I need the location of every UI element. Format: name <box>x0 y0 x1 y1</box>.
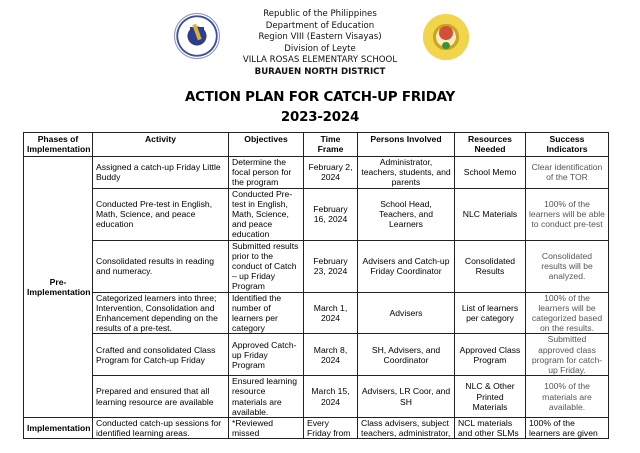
activity-cell: Consolidated results in reading and numeracy. <box>93 240 229 292</box>
resources-cell: Consolidated Results <box>455 240 526 292</box>
table-row <box>24 188 609 240</box>
objective-cell: Identified the number of learners per category <box>229 292 304 334</box>
objective-cell: *Reviewed missed <box>229 418 304 439</box>
table-row <box>24 334 609 376</box>
action-plan-table <box>23 132 609 439</box>
column-header: Persons Involved <box>358 133 455 157</box>
persons-cell: Administrator, teachers, students, and parents <box>358 157 455 189</box>
activity-cell: Assigned a catch-up Friday Little Buddy <box>93 157 229 189</box>
activity-cell: Conducted catch-up sessions for identified learning areas. <box>93 418 229 439</box>
letterhead-line: Department of Education <box>265 20 375 31</box>
letterhead <box>0 9 640 79</box>
column-header: Phases of Implementation <box>24 133 93 157</box>
table-row <box>24 157 609 189</box>
success-cell: 100% of the materials are available. <box>526 376 609 418</box>
column-header: Objectives <box>229 133 304 157</box>
objective-cell: Ensured learning resource materials are available. <box>229 376 304 418</box>
time-frame-cell: March 1, 2024 <box>304 292 358 334</box>
title-year: 2023-2024 <box>280 110 360 125</box>
success-cell: 100% of the learners will be categorized based on the results. <box>526 292 609 334</box>
table-header-row <box>24 133 609 157</box>
table-row <box>24 418 609 439</box>
table-row <box>24 292 609 334</box>
resources-cell: NLC & Other Printed Materials <box>455 376 526 418</box>
column-header: Resources Needed <box>455 133 526 157</box>
time-frame-cell: March 15, 2024 <box>304 376 358 418</box>
time-frame-cell: Every Friday from <box>304 418 358 439</box>
persons-cell: Advisers and Catch-up Friday Coordinator <box>358 240 455 292</box>
objective-cell: Conducted Pre-test in English, Math, Science, and peace education <box>229 188 304 240</box>
objective-cell: Determine the focal person for the program <box>229 157 304 189</box>
persons-cell: School Head, Teachers, and Learners <box>358 188 455 240</box>
phase-cell: Pre-Implementation <box>24 157 93 418</box>
activity-cell: Conducted Pre-test in English, Math, Science, and peace education <box>93 188 229 240</box>
persons-cell: Class advisers, subject teachers, administrator, <box>358 418 455 439</box>
letterhead-line: VILLA ROSAS ELEMENTARY SCHOOL <box>242 55 398 66</box>
time-frame-cell: February 16, 2024 <box>304 188 358 240</box>
title-line: ACTION PLAN FOR CATCH-UP FRIDAY <box>185 90 455 105</box>
persons-cell: SH, Advisers, and Coordinator <box>358 334 455 376</box>
column-header: Time Frame <box>304 133 358 157</box>
success-cell: 100% of the learners will be able to conduct pre-test <box>526 188 609 240</box>
table-row <box>24 240 609 292</box>
activity-cell: Categorized learners into three; Intervention, Consolidation and Enhancement depending on the results of a pre-test. <box>93 292 229 334</box>
resources-cell: School Memo <box>455 157 526 189</box>
resources-cell: NCL materials and other SLMs <box>455 418 526 439</box>
letterhead-line: Republic of the Philippines <box>263 9 377 19</box>
persons-cell: Advisers, LR Coor, and SH <box>358 376 455 418</box>
success-cell: 100% of the learners are given <box>526 418 609 439</box>
resources-cell: List of learners per category <box>455 292 526 334</box>
resources-cell: Approved Class Program <box>455 334 526 376</box>
table-row <box>24 376 609 418</box>
district-name: BURAUEN NORTH DISTRICT <box>254 66 386 77</box>
activity-cell: Crafted and consolidated Class Program for Catch-up Friday <box>93 334 229 376</box>
success-cell: Clear identification of the TOR <box>526 157 609 189</box>
letterhead-line: Division of Leyte <box>284 43 356 54</box>
time-frame-cell: February 23, 2024 <box>304 240 358 292</box>
phase-cell: Implementation <box>24 418 93 439</box>
objective-cell: Approved Catch-up Friday Program <box>229 334 304 376</box>
document-title <box>0 88 640 128</box>
time-frame-cell: March 8, 2024 <box>304 334 358 376</box>
column-header: Success Indicators <box>526 133 609 157</box>
resources-cell: NLC Materials <box>455 188 526 240</box>
persons-cell: Advisers <box>358 292 455 334</box>
success-cell: Submitted approved class program for catch-up Friday. <box>526 334 609 376</box>
time-frame-cell: February 2, 2024 <box>304 157 358 189</box>
activity-cell: Prepared and ensured that all learning resource are available <box>93 376 229 418</box>
success-cell: Consolidated results will be analyzed. <box>526 240 609 292</box>
column-header: Activity <box>93 133 229 157</box>
letterhead-line: Region VIII (Eastern Visayas) <box>258 32 382 43</box>
objective-cell: Submitted results prior to the conduct of Catch – up Friday Program <box>229 240 304 292</box>
